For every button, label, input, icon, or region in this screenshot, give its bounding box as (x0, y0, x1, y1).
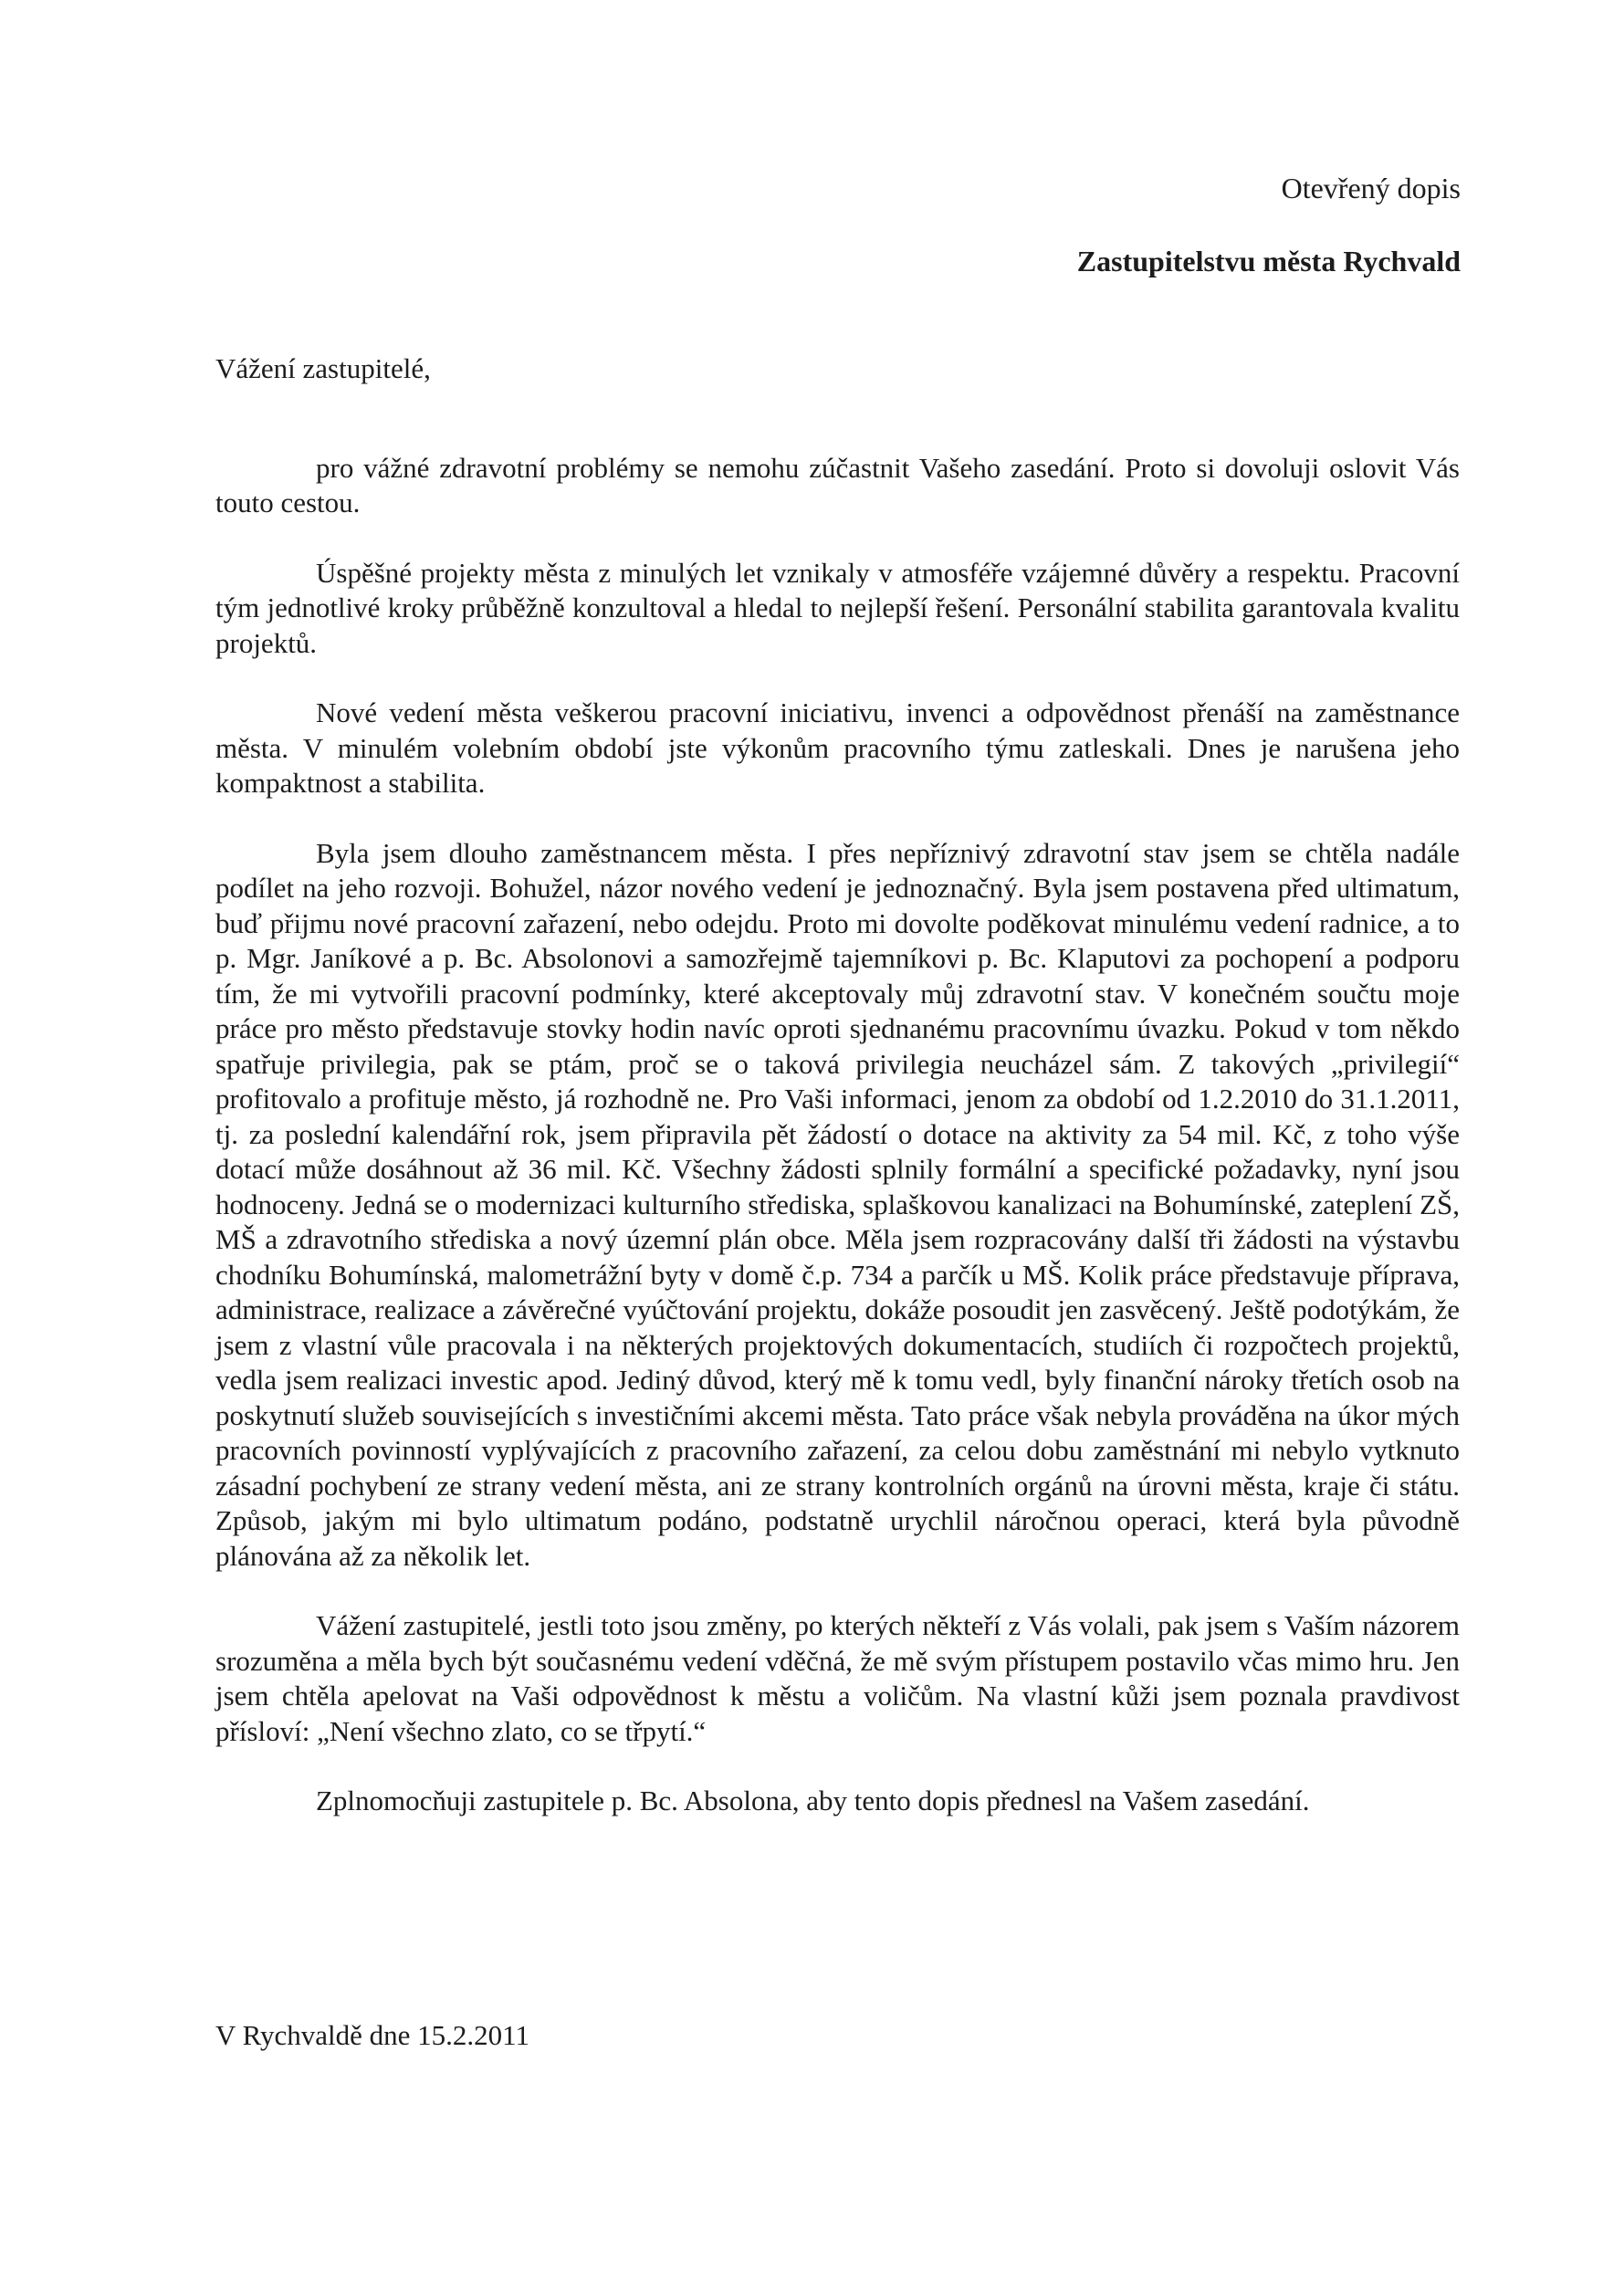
salutation: Vážení zastupitelé, (215, 352, 431, 384)
closing-authorization: Zplnomocňuji zastupitele p. Bc. Absolona, aby tento dopis přednesl na Vašem zasedání. (316, 1785, 1310, 1816)
paragraph-appeal: Vážení zastupitelé, jestli toto jsou změny, po kterých někteří z Vás volali, pak jsem s Vaším názorem srozuměna a měla bych být současnému vedení vděčná, že mě svým přístupem postavilo včas mimo hru. Jen jsem chtěla apelovat na Vaši odpovědnost k městu a voličům. Na vlastní kůži jsem poznala pravdivost přísloví: „Není všechno zlato, co se třpytí.“ (215, 1609, 1460, 1747)
recipient-heading: Zastupitelstvu města Rychvald (1076, 245, 1461, 277)
paragraph-past-projects: Úspěšné projekty města z minulých let vznikaly v atmosféře vzájemné důvěry a respektu. Pracovní tým jednotlivé kroky průběžně konzultoval a hledal to nejlepší řešení. Personální stabilita garantovala kvalitu projektů. (215, 556, 1460, 659)
letter-body (215, 351, 1460, 1854)
place-and-date: V Rychvaldě dne 15.2.2011 (215, 2019, 530, 2051)
paragraph-employment: Byla jsem dlouho zaměstnancem města. I přes nepříznivý zdravotní stav jsem se chtěla nadále podílet na jeho rozvoji. Bohužel, názor nového vedení je jednoznačný. Byla jsem postavena před ultimatum, buď přijmu nové pracovní zařazení, nebo odejdu. Proto mi dovolte poděkovat minulému vedení radnice, a to p. Mgr. Janíkové a p. Bc. Absolonovi a samozřejmě tajemníkovi p. Bc. Klaputovi za pochopení a podporu tím, že mi vytvořili pracovní podmínky, které akceptovaly můj zdravotní stav. V konečném součtu moje práce pro město představuje stovky hodin navíc oproti sjednanému pracovnímu úvazku. Pokud v tom někdo spatřuje privilegia, pak se ptám, proč se o taková privilegia neucházel sám. Z takových „privilegií“ profitovalo a profituje město, já rozhodně ne. Pro Vaši informaci, jenom za období od 1.2.2010 do 31.1.2011, tj. za poslední kalendářní rok, jsem připravila pět žádostí o dotace na aktivity za 54 mil. Kč, z toho výše dotací může dosáhnout až 36 mil. Kč. Všechny žádosti splnily formální a specifické požadavky, nyní jsou hodnoceny. Jedná se o modernizaci kulturního střediska, splaškovou kanalizaci na Bohumínské, zateplení ZŠ, MŠ a zdravotního střediska a nový územní plán obce. Měla jsem rozpracovány další tři žádosti na výstavbu chodníku Bohumínská, malometrážní byty v domě č.p. 734 a parčík u MŠ. Kolik práce představuje příprava, administrace, realizace a závěrečné vyúčtování projektu, dokáže posoudit jen zasvěcený. Ještě podotýkám, že jsem z vlastní vůle pracovala i na některých projektových dokumentacích, studiích či rozpočtech projektů, vedla jsem realizaci investic apod. Jediný důvod, který mě k tomu vedl, byly finanční nároky třetích osob na poskytnutí služeb souvisejících s investičními akcemi města. Tato práce však nebyla prováděna na úkor mých pracovních povinností vyplývajících z pracovního zařazení, za celou dobu zaměstnání mi nebylo vytknuto zásadní pochybení ze strany vedení města, ani ze strany kontrolních orgánů na úrovni města, kraje či státu. Způsob, jakým mi bylo ultimatum podáno, podstatně urychlil náročnou operaci, která byla původně plánována až za několik let. (215, 836, 1460, 1572)
paragraph-new-leadership: Nové vedení města veškerou pracovní iniciativu, invenci a odpovědnost přenáší na zaměstnance města. V minulém volebním období jste výkonům pracovního týmu zatleskali. Dnes je narušena jeho kompaktnost a stabilita. (215, 696, 1460, 799)
paragraph-intro: pro vážné zdravotní problémy se nemohu zúčastnit Vašeho zasedání. Proto si dovoluji oslovit Vás touto cestou. (215, 451, 1460, 518)
document-type: Otevřený dopis (1281, 172, 1461, 204)
